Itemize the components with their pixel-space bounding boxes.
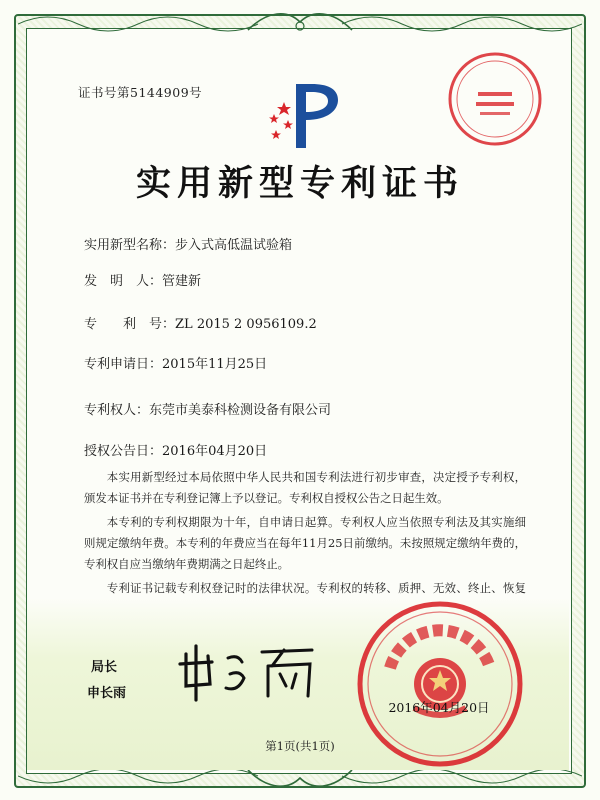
director-title: 局长: [91, 660, 118, 675]
filing-date-label: 专利申请日：: [84, 357, 163, 372]
certificate-number: 证书号第5144909号: [78, 85, 203, 100]
inventor-label: 发 明 人：: [84, 274, 163, 289]
body-paragraph: 本专利的专利权期限为十年，自申请日起算。专利权人应当依照专利法及其实施细则规定缴纳年费。本专利的年费应当在每年11月25日前缴纳。未按照规定缴纳年费的，专利权自应当缴纳年费期满之日起终止。: [84, 515, 526, 571]
red-round-seal-icon: [446, 50, 544, 148]
filing-date-value: 2015年11月25日: [162, 357, 268, 372]
grant-date-label: 授权公告日：: [84, 444, 163, 459]
patent-number-field: [84, 313, 317, 332]
utility-model-name-field: [84, 234, 292, 253]
handwritten-signature-icon: [172, 636, 322, 706]
patent-number-label: 专 利 号：: [84, 317, 176, 332]
patent-number-value: ZL 2015 2 0956109.2: [175, 317, 317, 332]
certificate-title: 实用新型专利证书: [135, 163, 464, 204]
top-ornament: [18, 10, 582, 38]
body-paragraph: 本实用新型经过本局依照中华人民共和国专利法进行初步审查，决定授予专利权，颁发本证书并在专利登记簿上予以登记。专利权自授权公告之日起生效。: [84, 470, 526, 505]
body-paragraph: 专利证书记载专利权登记时的法律状况。专利权的转移、质押、无效、终止、恢复: [106, 581, 526, 595]
filing-date-field: [84, 353, 267, 372]
utility-model-name-value: 步入式高低温试验箱: [175, 238, 293, 253]
sipo-logo-icon: [262, 76, 342, 156]
utility-model-name-label: 实用新型名称：: [84, 238, 176, 253]
inventor-field: [84, 270, 201, 289]
patentee-label: 专利权人：: [84, 403, 150, 418]
inventor-value: 管建新: [162, 274, 202, 289]
seal-date: 2016年04月20日: [388, 700, 490, 715]
director-name: 申长雨: [87, 686, 127, 701]
patentee-value: 东莞市美泰科检测设备有限公司: [149, 403, 332, 418]
grant-date-field: [84, 440, 267, 459]
page-number: 第1页(共1页): [265, 739, 335, 753]
grant-date-value: 2016年04月20日: [162, 444, 268, 459]
patentee-field: [84, 399, 331, 418]
